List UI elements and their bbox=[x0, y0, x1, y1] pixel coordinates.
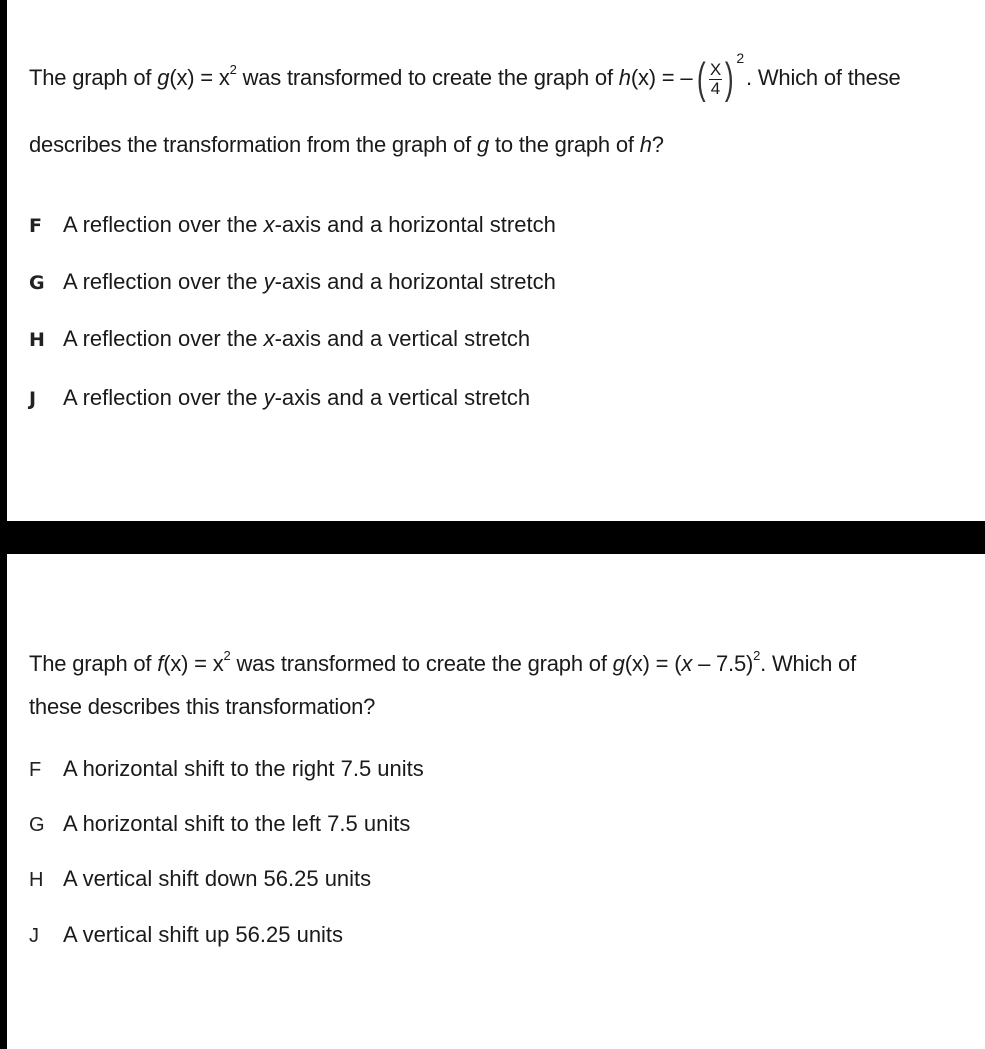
option-text: A vertical shift up 56.25 units bbox=[63, 922, 344, 947]
fraction-denominator: 4 bbox=[710, 78, 721, 98]
option-text: A horizontal shift to the left 7.5 units bbox=[63, 811, 411, 836]
question-1-option-j[interactable]: J A reflection over the y-axis and a vertical stretch bbox=[29, 385, 531, 410]
question-1-option-g[interactable]: G A reflection over the y-axis and a horizontal stretch bbox=[29, 269, 556, 294]
function-f-name: f bbox=[157, 651, 164, 676]
question-2-stem-line-2: these describes this transformation? bbox=[29, 694, 376, 719]
option-letter: H bbox=[29, 329, 45, 351]
question-2-option-f[interactable] bbox=[29, 756, 424, 783]
option-letter: G bbox=[29, 272, 45, 294]
question-2-option-g[interactable] bbox=[29, 811, 410, 838]
option-letter: J bbox=[29, 925, 39, 947]
h-fraction-expression: ( $\frac{X}{4}$ ) $^2$ bbox=[697, 49, 745, 103]
question-2-option-h[interactable] bbox=[29, 866, 371, 893]
fraction-exponent: 2 bbox=[736, 49, 745, 66]
option-letter: F bbox=[29, 759, 42, 781]
option-text: A vertical shift down 56.25 units bbox=[63, 866, 372, 891]
question-1-stem-line-2: describes the transformation from the graph of g to the graph of h? bbox=[29, 132, 664, 157]
question-2-stem-line-1: The graph of $f(x) = x^2$ was transformed to create the graph of g(x) = (x – 7.5)$^2$. Which of bbox=[29, 648, 856, 676]
question-1-stem-line-1: The graph of $g(x) = x^2$ was transformed to create the graph of h(x) = – ( $\frac{X}{4}$ ) $^2$. Which of these bbox=[29, 49, 901, 103]
option-letter: J bbox=[29, 388, 37, 410]
option-letter: F bbox=[29, 215, 42, 237]
fraction-numerator: X bbox=[709, 59, 721, 79]
option-letter: H bbox=[29, 869, 44, 891]
function-h-name: h bbox=[618, 64, 631, 90]
question-1-option-h[interactable]: H A reflection over the x-axis and a vertical stretch bbox=[29, 326, 531, 351]
option-letter: G bbox=[29, 814, 45, 836]
function-g-name: g bbox=[612, 651, 625, 676]
question-1-option-f[interactable]: F A reflection over the x-axis and a horizontal stretch bbox=[29, 212, 556, 237]
question-panel-2 bbox=[7, 554, 985, 1049]
function-g-name: g bbox=[157, 64, 170, 90]
option-text: A horizontal shift to the right 7.5 units bbox=[63, 756, 424, 781]
question-2-option-j[interactable] bbox=[29, 922, 343, 949]
